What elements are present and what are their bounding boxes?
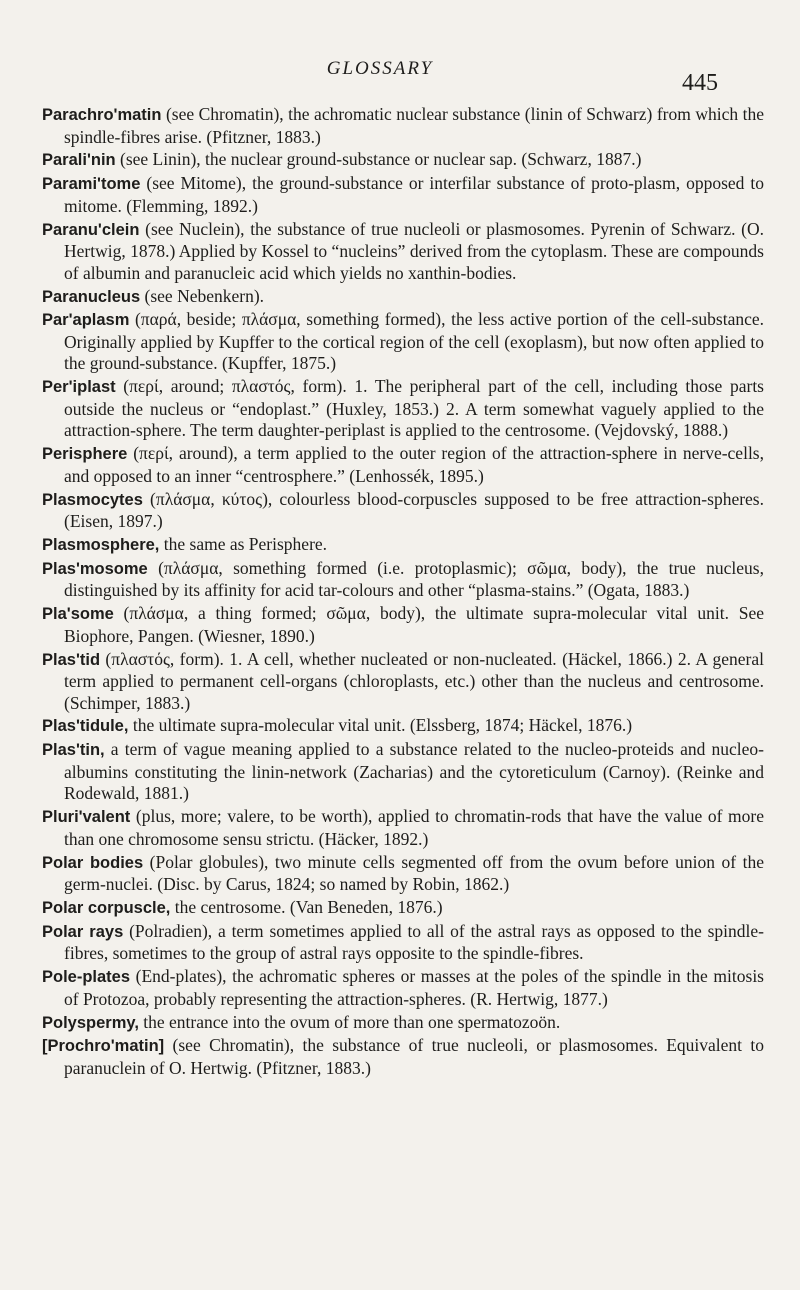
glossary-entry-plasome: [42, 603, 764, 647]
entry-term: Polar bodies: [42, 853, 144, 872]
entry-term: Polar rays: [42, 922, 124, 941]
entry-term: [Prochro'matin]: [42, 1037, 165, 1056]
glossary-entry-plasmosome: [42, 558, 764, 602]
entry-definition: (περί, around), a term applied to the outer region of the attraction-sphere in nerve-cells, and opposed to an inner “centrosphere.” (Lenhossék, 1895.): [64, 443, 764, 486]
entry-definition: (περί, around; πλαστός, form). 1. The peripheral part of the cell, including those parts outside the nucleus or “endoplast.” (Huxley, 1853.) 2. A term somewhat vaguely applied to the attraction-sphere. The term daughter-periplast is applied to the centrosome. (Vejdovský, 1888.): [64, 376, 764, 441]
glossary-entry-perisphere: [42, 443, 764, 487]
entry-definition: the centrosome. (Van Beneden, 1876.): [170, 896, 443, 917]
glossary-entry-plurivalent: [42, 806, 764, 850]
glossary-entry-paranuclein: [42, 219, 764, 285]
glossary-entry-plasmocytes: [42, 489, 764, 533]
glossary-entry-polar-corpuscle: [42, 897, 764, 920]
entry-term: Parali'nin: [42, 151, 116, 170]
entry-term: Per'iplast: [42, 378, 116, 397]
entry-term: Plas'tidule,: [42, 717, 129, 736]
entry-definition: (παρά, beside; πλάσμα, something formed), the less active portion of the cell-substance. Originally applied by Kupffer to the cortical region of the cell (exoplasm), but now often applied to the ground-substance. (Kupffer, 1875.): [64, 309, 764, 374]
running-head: [0, 58, 800, 98]
entry-term: Paranucleus: [42, 287, 141, 306]
glossary-entry-plastid: [42, 649, 764, 715]
glossary-entry-plastin: [42, 739, 764, 805]
glossary-entry-polar-rays: [42, 921, 764, 965]
entry-term: Plasmocytes: [42, 490, 143, 509]
glossary-entries: [42, 104, 764, 1081]
entry-term: Polar corpuscle,: [42, 898, 171, 917]
entry-definition: (Polar globules), two minute cells segmented off from the ovum before union of the germ-nuclei. (Disc. by Carus, 1824; so named by Robin, 1862.): [64, 851, 765, 895]
glossary-entry-paramitome: [42, 173, 764, 217]
glossary-entry-paranucleus: [42, 286, 764, 309]
glossary-entry-polar-bodies: [42, 852, 764, 896]
glossary-entry-prochromatin: [42, 1035, 764, 1079]
entry-term: Plasmosphere,: [42, 535, 160, 554]
entry-term: Pluri'valent: [42, 808, 131, 827]
glossary-entry-periplast: [42, 376, 764, 442]
entry-term: Plas'mosome: [42, 559, 148, 578]
running-title: GLOSSARY: [326, 58, 434, 79]
entry-definition: (End-plates), the achromatic spheres or masses at the poles of the spindle in the mitosis of Protozoa, probably representing the attraction-spheres. (R. Hertwig, 1877.): [64, 966, 764, 1009]
entry-definition: (see Chromatin), the achromatic nuclear substance (linin of Schwarz) from which the spindle-fibres arise. (Pfitzner, 1883.): [64, 104, 764, 147]
entry-definition: the same as Perisphere.: [159, 533, 328, 554]
entry-term: Polyspermy,: [42, 1013, 139, 1032]
glossary-entry-plastidule: [42, 715, 764, 738]
entry-definition: (πλάσμα, something formed (i.e. protoplasmic); σῶμα, body), the true nucleus, distinguished by its affinity for acid tar-colours and other “plasma-stains.” (Ogata, 1883.): [64, 557, 764, 601]
entry-definition: (see Linin), the nuclear ground-substance or nuclear sap. (Schwarz, 1887.): [115, 149, 642, 170]
entry-term: Pla'some: [42, 605, 114, 624]
entry-definition: (see Chromatin), the substance of true nucleoli, or plasmosomes. Equivalent to paranuclein of O. Hertwig. (Pfitzner, 1883.): [64, 1035, 764, 1078]
glossary-entry-plasmosphere: [42, 534, 764, 557]
glossary-entry-paraplasm: [42, 309, 764, 375]
entry-definition: a term of vague meaning applied to a substance related to the nucleo-proteids and nucleo-albumins constituting the linin-network (Zacharias) and the cytoreticulum (Carnoy). (Reinke and Rodewald, 1881.): [64, 739, 764, 804]
glossary-entry-parachromatin: [42, 104, 764, 148]
glossary-entry-paralinin: [42, 149, 764, 172]
entry-term: Plas'tid: [42, 650, 101, 669]
entry-term: Perisphere: [42, 445, 128, 464]
glossary-entry-polyspermy: [42, 1012, 764, 1035]
entry-definition: (see Nuclein), the substance of true nucleoli or plasmosomes. Pyrenin of Schwarz. (O. Hertwig, 1878.) Applied by Kossel to “nucleins” derived from the cytoplasm. These are compounds of albumin and paranucleic acid which yields no xanthin-bodies.: [64, 218, 764, 283]
entry-definition: (πλάσμα, a thing formed; σῶμα, body), the ultimate supra-molecular vital unit. See Biophore, Pangen. (Wiesner, 1890.): [64, 603, 764, 646]
glossary-entry-pole-plates: [42, 966, 764, 1010]
entry-term: Parami'tome: [42, 175, 141, 194]
page-number: 445: [682, 70, 718, 96]
entry-term: Pole-plates: [42, 968, 131, 987]
entry-definition: (πλαστός, form). 1. A cell, whether nucleated or non-nucleated. (Häckel, 1866.) 2. A general term applied to permanent cell-organs (chloroplasts, etc.) other than the nucleus and centrosome. (Schimper, 1883.): [64, 648, 764, 713]
entry-definition: the ultimate supra-molecular vital unit. (Elssberg, 1874; Häckel, 1876.): [128, 715, 633, 736]
entry-term: Plas'tin,: [42, 741, 105, 760]
entry-term: Parachro'matin: [42, 106, 162, 124]
entry-definition: (πλάσμα, κύτος), colourless blood-corpuscles supposed to be free attraction-spheres. (Eisen, 1897.): [64, 488, 764, 532]
entry-term: Par'aplasm: [42, 311, 130, 330]
entry-term: Paranu'clein: [42, 220, 140, 239]
entry-definition: (Polradien), a term sometimes applied to all of the astral rays as opposed to the spindle-fibres, sometimes to the group of astral rays opposite to the spindle-fibres.: [64, 920, 764, 964]
entry-definition: (plus, more; valere, to be worth), applied to chromatin-rods that have the value of more than one chromosome sensu strictu. (Häcker, 1892.): [64, 806, 764, 849]
entry-definition: the entrance into the ovum of more than one spermatozoön.: [138, 1011, 561, 1032]
entry-definition: (see Nebenkern).: [140, 285, 265, 306]
entry-definition: (see Mitome), the ground-substance or interfilar substance of proto-plasm, opposed to mitome. (Flemming, 1892.): [64, 173, 764, 216]
